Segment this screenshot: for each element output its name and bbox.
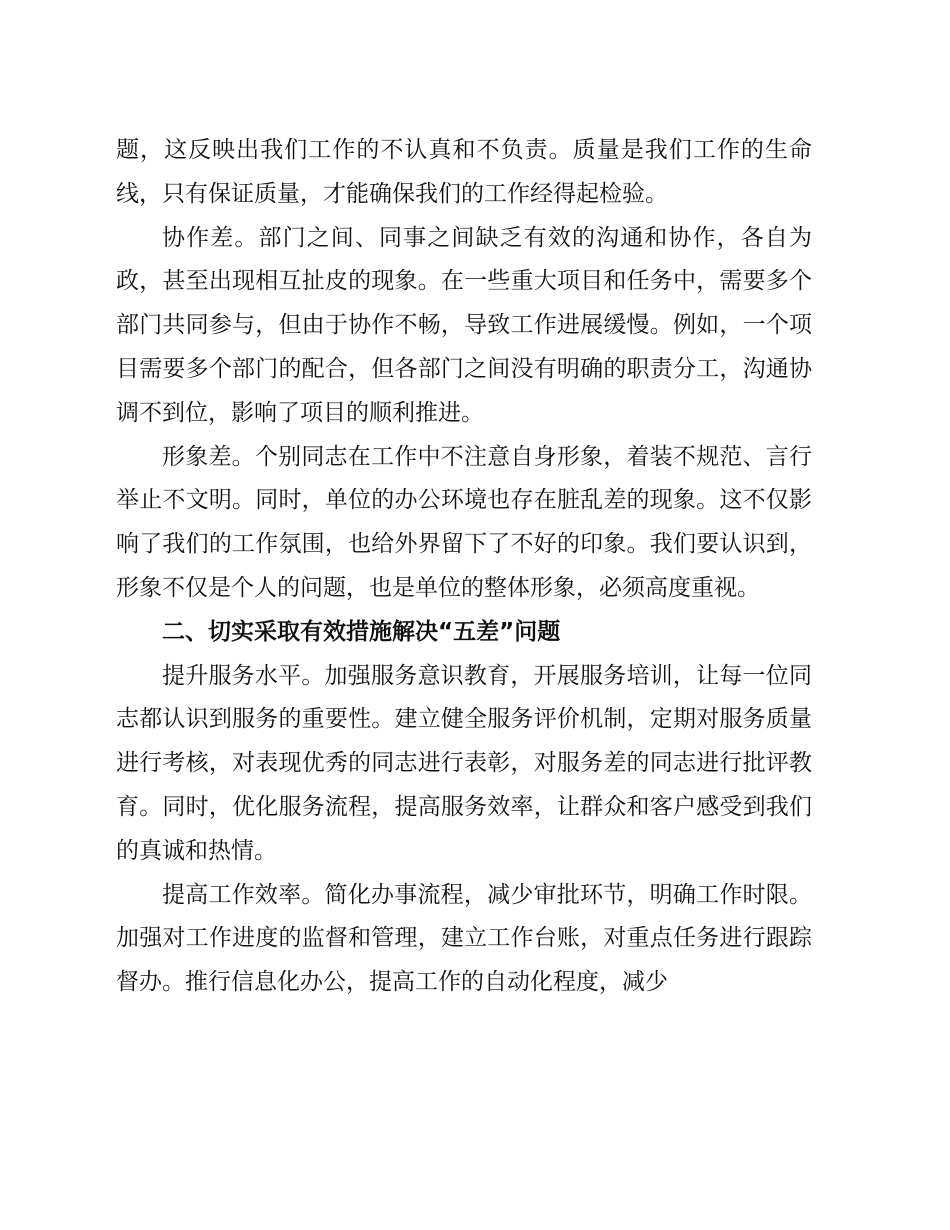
section-heading-two: 二、切实采取有效措施解决“五差”问题 <box>162 618 561 645</box>
paragraph-quality-continuation: 题，这反映出我们工作的不认真和不负责。质量是我们工作的生命线，只有保证质量，才能确保我们的工作经得起检验。 <box>116 137 812 207</box>
paragraph-service-level: 提升服务水平。加强服务意识教育，开展服务培训，让每一位同志都认识到服务的重要性。建立健全服务评价机制，定期对服务质量进行考核，对表现优秀的同志进行表彰，对服务差的同志进行批评教育。同时，优化服务流程，提高服务效率，让群众和客户感受到我们的真诚和热情。 <box>116 662 812 864</box>
document-body <box>116 129 812 1005</box>
paragraph-work-efficiency: 提高工作效率。简化办事流程，减少审批环节，明确工作时限。加强对工作进度的监督和管理，建立工作台账，对重点任务进行跟踪督办。推行信息化办公，提高工作的自动化程度，减少 <box>116 881 812 996</box>
paragraph-cooperation: 协作差。部门之间、同事之间缺乏有效的沟通和协作，各自为政，甚至出现相互扯皮的现象。在一些重大项目和任务中，需要多个部门共同参与，但由于协作不畅，导致工作进展缓慢。例如，一个项目需要多个部门的配合，但各部门之间没有明确的职责分工，沟通协调不到位，影响了项目的顺利推进。 <box>116 224 812 426</box>
paragraph-image: 形象差。个别同志在工作中不注意自身形象，着装不规范、言行举止不文明。同时，单位的办公环境也存在脏乱差的现象。这不仅影响了我们的工作氛围，也给外界留下了不好的印象。我们要认识到，形象不仅是个人的问题，也是单位的整体形象，必须高度重视。 <box>116 443 812 601</box>
